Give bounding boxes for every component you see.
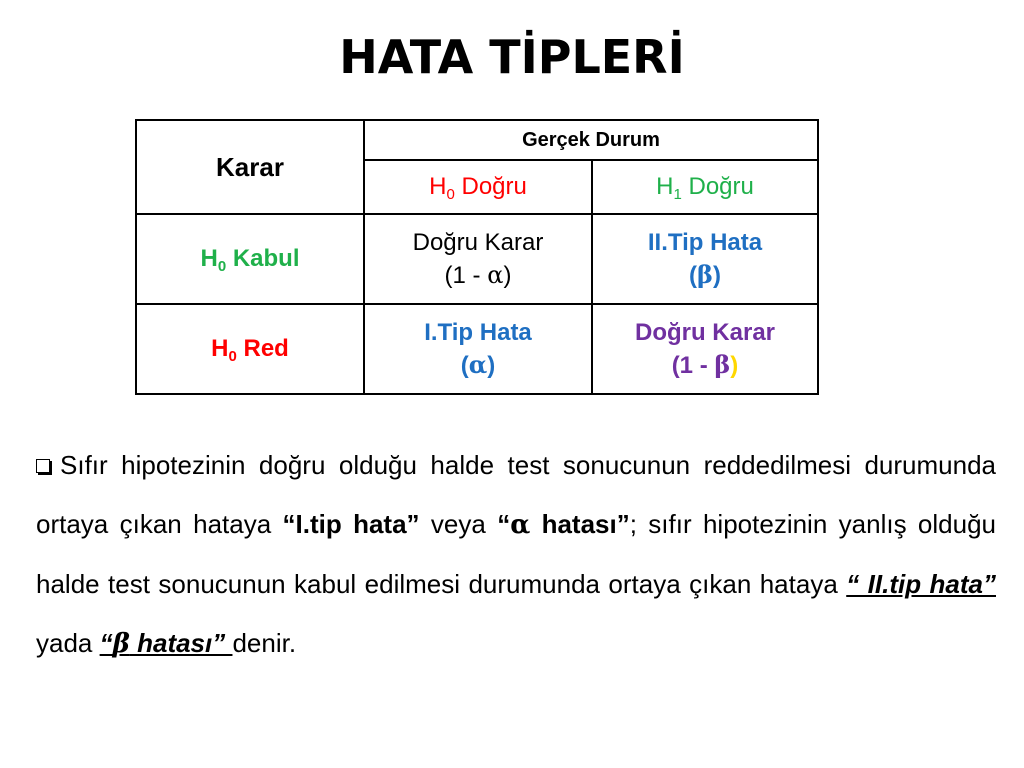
quote-open: “ <box>99 628 113 658</box>
paragraph-text-4: yada <box>36 628 100 658</box>
karar-header <box>136 120 364 214</box>
cell-line1: I.Tip Hata <box>424 318 532 346</box>
alpha-symbol: α <box>487 260 504 289</box>
gercek-durum-header <box>364 120 818 160</box>
cell-pre: ( <box>460 351 469 379</box>
cell-line1: Doğru Karar <box>412 228 544 256</box>
error-types-table <box>135 119 819 395</box>
paragraph-text-5: denir. <box>232 628 297 658</box>
h1-dogru-header <box>592 160 818 214</box>
cell-line1: II.Tip Hata <box>647 228 763 256</box>
gercek-durum-label: Gerçek Durum <box>522 128 660 151</box>
h-letter: H <box>200 245 218 272</box>
beta-hatasi-term <box>100 628 233 658</box>
table-header-row <box>136 120 818 160</box>
row-label-text: Kabul <box>226 245 300 272</box>
paragraph-text-2: veya <box>419 509 498 539</box>
cell-pre: (1 - <box>444 261 488 289</box>
tip2-hata-term: “ II.tip hata” <box>846 569 996 599</box>
alpha-symbol: α <box>468 349 488 379</box>
beta-symbol: β <box>697 259 713 289</box>
subscript: 0 <box>228 348 237 365</box>
header-text: Doğru <box>454 173 527 200</box>
tip1-hata-cell <box>364 304 592 394</box>
paragraph-text-1: Sıfır hipotezinin doğru olduğu halde test sonucunun reddedilmesi durumunda ortaya çıkan hataya <box>36 450 996 539</box>
page-title: HATA TİPLERİ <box>339 30 685 84</box>
cell-post: ) <box>712 261 721 289</box>
dogru-karar-alpha-cell <box>364 214 592 304</box>
row-label-text: Red <box>236 335 289 362</box>
header-text: Doğru <box>681 173 754 200</box>
explanation-paragraph <box>36 436 996 674</box>
subscript: 0 <box>446 186 455 203</box>
cell-pre: ( <box>689 261 698 289</box>
h-letter: H <box>429 173 447 200</box>
h0-red-label <box>136 304 364 394</box>
cell-post: ) <box>487 351 496 379</box>
beta-symbol: β <box>714 349 731 379</box>
tip2-hata-cell <box>592 214 818 304</box>
cell-pre: (1 - <box>671 351 715 379</box>
beta-hatasi-text: hatası” <box>129 628 233 658</box>
cell-post: ) <box>730 351 739 379</box>
h0-dogru-header <box>364 160 592 214</box>
h0-kabul-label <box>136 214 364 304</box>
quote-open: “ <box>497 509 511 539</box>
alpha-hatasi-text: hatası” <box>530 509 630 539</box>
paragraph-text-3: ; sıfır hipotezinin yanlış olduğu halde test sonucunun kabul edilmesi durumunda ortaya çıkan hataya <box>36 509 996 599</box>
table-row <box>136 214 818 304</box>
subscript: 0 <box>217 258 227 275</box>
alpha-hatasi-term <box>497 509 630 539</box>
h-letter: H <box>656 173 674 200</box>
table-row <box>136 304 818 394</box>
checkbox-bullet-icon <box>36 459 50 473</box>
alpha-symbol: α <box>510 510 531 540</box>
h-letter: H <box>211 335 229 362</box>
cell-line1: Doğru Karar <box>634 318 776 346</box>
beta-symbol: β <box>112 629 130 659</box>
tip1-hata-term: “I.tip hata” <box>282 509 420 539</box>
subscript: 1 <box>673 186 682 203</box>
dogru-karar-beta-cell <box>592 304 818 394</box>
karar-label: Karar <box>216 151 284 182</box>
cell-post: ) <box>503 261 512 289</box>
